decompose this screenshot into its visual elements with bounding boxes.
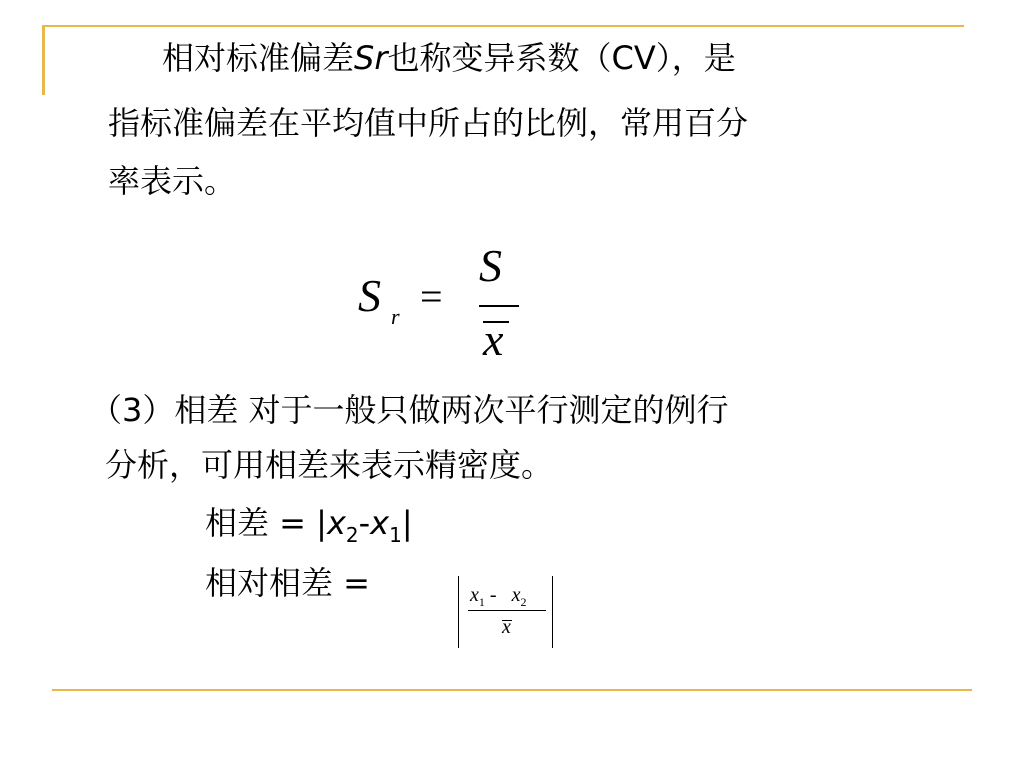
formula1-equals: =: [420, 274, 443, 319]
formula2-denominator: x: [502, 616, 511, 638]
formula1-numerator: S: [479, 240, 502, 291]
difference-close: |: [401, 504, 413, 542]
formula1-fraction-line: [479, 305, 519, 307]
left-accent-bar: [42, 25, 45, 95]
sr-symbol: Sr: [354, 39, 388, 77]
paragraph2-line1: （3）相差 对于一般只做两次平行测定的例行: [90, 391, 729, 429]
paragraph1-line2: 指标准偏差在平均值中所占的比例，常用百分: [108, 104, 749, 142]
relative-difference-label: 相对相差 =: [205, 564, 370, 602]
paragraph1-text-b: 也称变异系数（CV），是: [387, 39, 736, 77]
formula2-num-sub2: 2: [520, 595, 527, 609]
formula2-num-var1: x: [470, 584, 479, 606]
difference-var-b: x: [370, 504, 390, 542]
relative-difference-formula: [458, 572, 558, 652]
paragraph1-text-a: 相对标准偏差: [162, 39, 355, 77]
formula1-denominator: x: [483, 314, 504, 365]
abs-bar-left: [458, 576, 459, 648]
paragraph1-line1: [162, 38, 736, 78]
difference-label: 相差 = |: [205, 504, 327, 542]
difference-var-a: x: [326, 504, 346, 542]
abs-bar-right: [552, 576, 553, 648]
difference-sub-b: 1: [389, 523, 402, 547]
difference-formula: [205, 503, 413, 547]
formula1-lhs-symbol: S: [358, 270, 381, 321]
formula2-num-var2: x: [511, 584, 521, 606]
difference-minus: -: [358, 504, 371, 542]
paragraph1-line3: 率表示。: [108, 162, 237, 200]
formula2-num-op: -: [484, 584, 512, 606]
difference-sub-a: 2: [345, 523, 359, 547]
formula1-lhs-subscript: r: [391, 304, 400, 329]
bottom-rule: [52, 689, 972, 691]
formula2-numerator: [470, 584, 526, 608]
relative-std-dev-formula: [358, 240, 528, 372]
paragraph2-line2: 分析，可用相差来表示精密度。: [105, 446, 554, 484]
formula2-fraction-line: [468, 610, 546, 611]
formula2-num-sub1: 1: [478, 595, 485, 609]
top-rule: [42, 25, 964, 27]
